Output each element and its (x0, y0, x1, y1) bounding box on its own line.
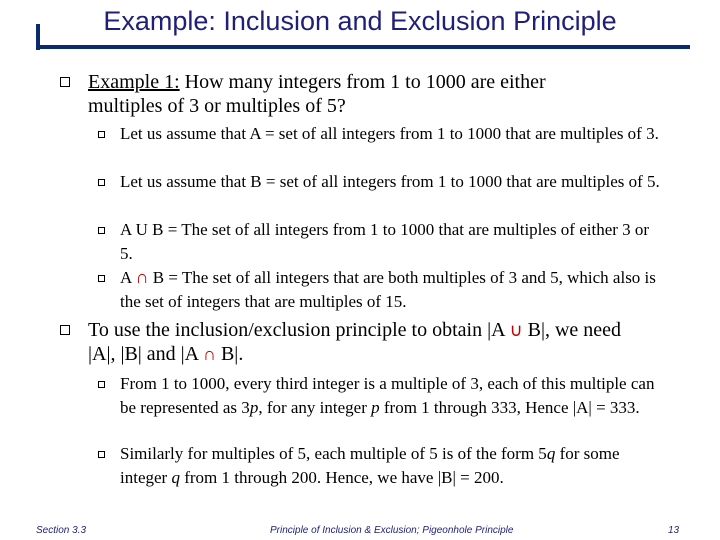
sub-bullet-intersection (120, 266, 665, 313)
variable-p: p (371, 397, 380, 417)
variable-q: q (546, 444, 556, 463)
bullet-text: B|, we need |A|, |B| and |A (88, 319, 622, 365)
bullet-text: To use the inclusion/exclusion principle to obtain |A (88, 319, 510, 341)
square-bullet-icon (98, 275, 105, 282)
square-bullet-icon (98, 131, 105, 138)
sub-bullet-text: Let us assume that A = set of all integers from 1 to 1000 that are multiples of 3. (120, 124, 659, 143)
square-bullet-icon (98, 227, 105, 234)
footer-topic: Principle of Inclusion & Exclusion; Pigeonhole Principle (270, 525, 514, 536)
footer-page-number: 13 (668, 525, 680, 536)
sub-bullet-text: from 1 through 333, Hence |A| = 333. (379, 397, 640, 417)
slide-title: Example: Inclusion and Exclusion Principle (103, 6, 617, 36)
bullet-example-1 (88, 70, 608, 118)
square-bullet-icon (60, 325, 70, 335)
set-a-symbol: A (120, 268, 132, 287)
variable-p: p (249, 397, 259, 417)
sub-bullet-text: A U B = The set of all integers from 1 to 1000 that are multiples of either 3 or 5. (120, 220, 650, 263)
footer-section: Section 3.3 (36, 525, 87, 536)
sub-bullet-text: Similarly for multiples of 5, each multiple of 5 is of the form 5 (120, 444, 547, 463)
sub-bullet-text: From 1 to 1000, every third integer is a multiple of 3, each of this multiple can be represented as 3 (120, 374, 655, 417)
sub-bullet-count-a (120, 372, 665, 419)
sub-bullet-set-a (120, 122, 665, 146)
intersection-symbol: ∩ (203, 344, 216, 364)
intersection-symbol: ∩ (135, 267, 149, 287)
sub-bullet-text: B = The set of all integers that are both multiples of 3 and 5, which also is the set of integers that are multiples of 15. (120, 268, 656, 311)
square-bullet-icon (60, 77, 70, 87)
variable-q: q (171, 467, 180, 487)
union-symbol: ∪ (509, 320, 523, 340)
sub-bullet-union (120, 218, 665, 265)
sub-bullet-text: , for any integer (258, 397, 372, 417)
square-bullet-icon (98, 179, 105, 186)
example-label: Example 1: (88, 71, 180, 93)
example-question: How many integers from 1 to 1000 are either multiples of 3 or multiples of 5? (88, 71, 546, 117)
sub-bullet-text: Let us assume that B = set of all integers from 1 to 1000 that are multiples of 5. (120, 172, 660, 191)
sub-bullet-count-b (120, 442, 665, 489)
sub-bullet-text: for some integer (120, 444, 620, 487)
square-bullet-icon (98, 381, 105, 388)
bullet-text: B|. (215, 343, 244, 365)
square-bullet-icon (98, 451, 105, 458)
sub-bullet-text: from 1 through 200. Hence, we have |B| = 200. (179, 467, 504, 487)
bullet-inclusion-exclusion (88, 318, 648, 366)
sub-bullet-set-b (120, 170, 665, 194)
